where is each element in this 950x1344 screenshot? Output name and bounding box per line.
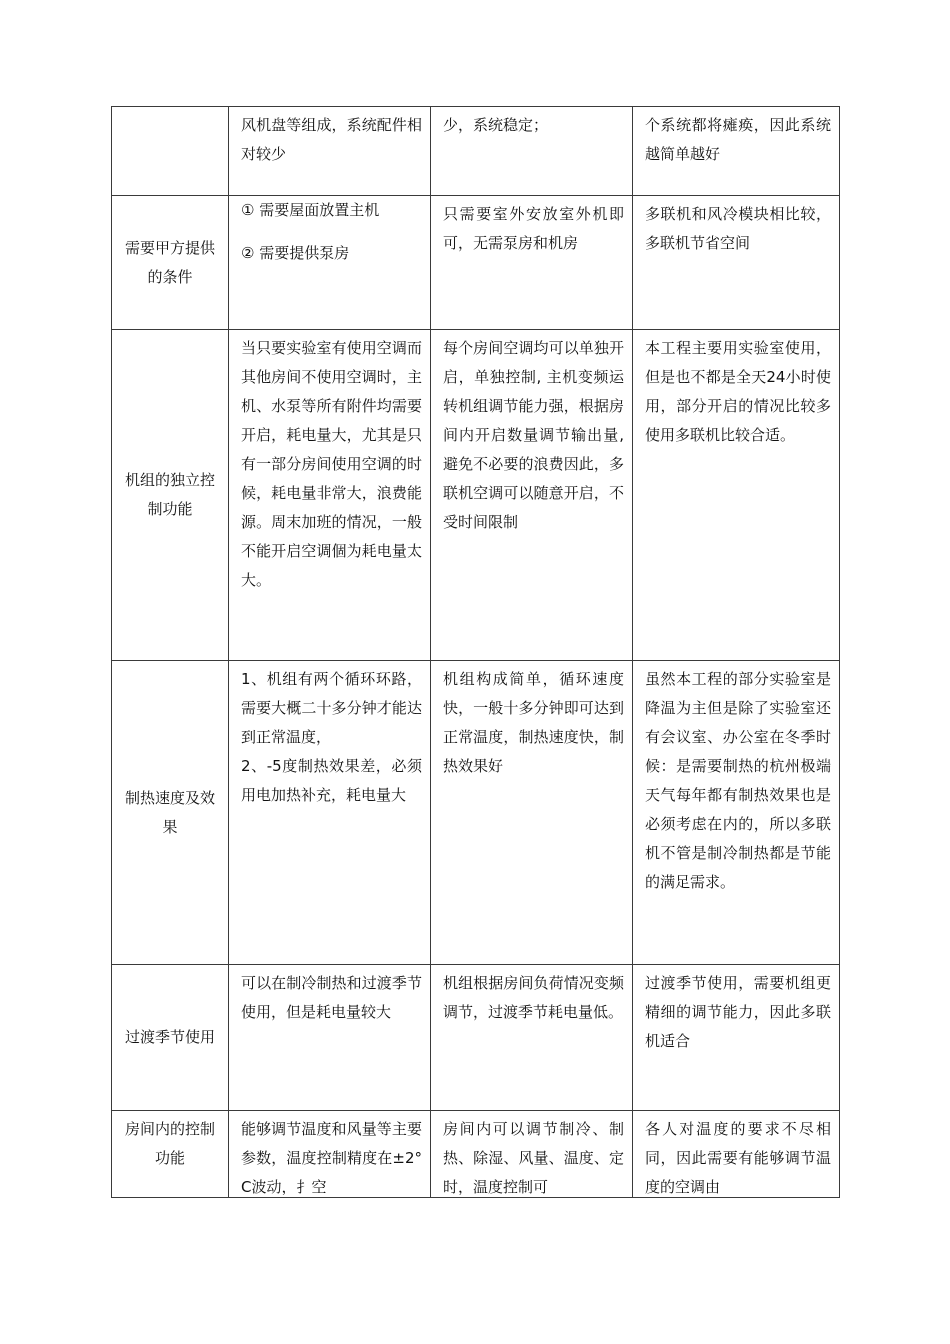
conclusion-cell	[633, 196, 840, 330]
table-row	[112, 330, 840, 661]
row-label-cell	[112, 1111, 229, 1198]
cell-text: 个系统都将瘫痪，因此系统越简单越好	[645, 116, 831, 163]
central-ac-cell	[229, 107, 431, 196]
row-label: 机组的独立控制功能	[124, 471, 215, 518]
central-ac-cell	[229, 965, 431, 1111]
conclusion-cell	[633, 330, 840, 661]
cell-text: 机组根据房间负荷情况变频调节，过渡季节耗电量低。	[443, 974, 624, 1021]
cell-text: 机组构成简单，循环速度快，一般十多分钟即可达到正常温度，制热速度快，制热效果好	[443, 670, 624, 775]
list-item: ① 需要屋面放置主机	[241, 201, 380, 219]
row-label-cell	[112, 965, 229, 1111]
vrf-cell	[431, 1111, 633, 1198]
vrf-cell	[431, 965, 633, 1111]
comparison-table	[111, 106, 840, 1198]
central-ac-cell	[229, 1111, 431, 1198]
table-row	[112, 1111, 840, 1198]
cell-text: 只需要室外安放室外机即可，无需泵房和机房	[443, 205, 624, 252]
list-item: 2、-5度制热效果差，必须用电加热补充，耗电量大	[241, 757, 422, 804]
row-label-cell	[112, 107, 229, 196]
cell-text: 风机盘等组成，系统配件相对较少	[241, 116, 422, 163]
cell-text: 每个房间空调均可以单独开启，单独控制, 主机变频运转机组调节能力强，根据房间内开启数量调节输出量, 避免不必要的浪费因此，多联机空调可以随意开启，不受时间限制	[443, 339, 624, 531]
cell-text: 虽然本工程的部分实验室是降温为主但是除了实验室还有会议室、办公室在冬季时候：是需要制热的杭州极端天气每年都有制热效果也是必须考虑在内的，所以多联机不管是制冷制热都是节能的满足需求。	[645, 670, 831, 891]
cell-text: 过渡季节使用，需要机组更精细的调节能力，因此多联机适合	[645, 974, 831, 1050]
cell-text: 当只要实验室有使用空调而其他房间不使用空调时，主机、水泵等所有附件均需要开启，耗电量大，尤其是只有一部分房间使用空调的时候，耗电量非常大，浪费能源。周末加班的情况，一般不能开启空调個为耗电量太大。	[241, 339, 422, 589]
central-ac-cell	[229, 196, 431, 330]
row-label-cell	[112, 330, 229, 661]
central-ac-cell	[229, 661, 431, 965]
table-row	[112, 107, 840, 196]
list-item: ② 需要提供泵房	[241, 244, 350, 262]
list-item: 1、机组有两个循环环路，需要大概二十多分钟才能达到正常温度，	[241, 670, 422, 746]
row-label-cell	[112, 661, 229, 965]
cell-text: 各人对温度的要求不尽相同，因此需要有能够调节温度的空调由	[645, 1120, 831, 1195]
row-label: 过渡季节使用	[124, 1028, 215, 1046]
cell-text: 能够调节温度和风量等主要参数，温度控制精度在±2°C波动，扌空	[241, 1120, 422, 1195]
conclusion-cell	[633, 661, 840, 965]
cell-text: 本工程主要用实验室使用，但是也不都是全天24小时使用，部分开启的情况比较多使用多联机比较合适。	[645, 339, 831, 444]
table-row	[112, 661, 840, 965]
row-label: 需要甲方提供的条件	[124, 238, 215, 286]
cell-text	[229, 196, 430, 268]
conclusion-cell	[633, 107, 840, 196]
vrf-cell	[431, 107, 633, 196]
conclusion-cell	[633, 965, 840, 1111]
cell-text	[229, 661, 430, 810]
cell-text: 多联机和风冷模块相比较，多联机节省空间	[645, 205, 831, 252]
vrf-cell	[431, 330, 633, 661]
cell-text: 少，系统稳定；	[443, 116, 549, 134]
table-row	[112, 196, 840, 330]
row-label: 制热速度及效果	[124, 788, 215, 836]
central-ac-cell	[229, 330, 431, 661]
vrf-cell	[431, 661, 633, 965]
cell-text: 可以在制冷制热和过渡季节使用，但是耗电量较大	[241, 974, 422, 1021]
vrf-cell	[431, 196, 633, 330]
cell-text: 房间内可以调节制冷、制热、除湿、风量、温度、定时，温度控制可	[443, 1120, 624, 1195]
table-row	[112, 965, 840, 1111]
row-label: 房间内的控制功能	[124, 1120, 215, 1167]
row-label-cell	[112, 196, 229, 330]
conclusion-cell	[633, 1111, 840, 1198]
